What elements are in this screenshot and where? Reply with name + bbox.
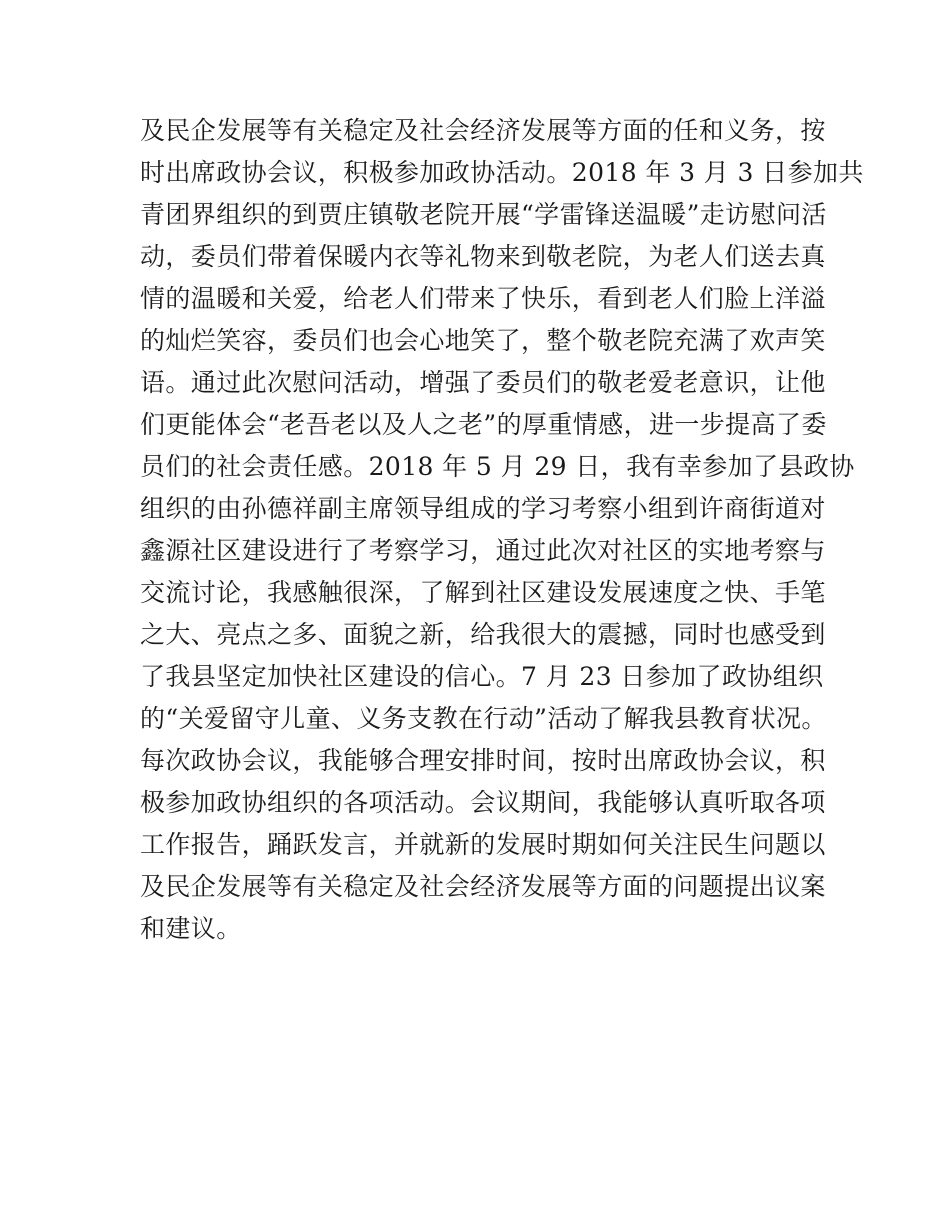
text-line: 们更能体会“老吾老以及人之老”的厚重情感，进一步提高了委 (140, 410, 827, 439)
text-line: 组织的由孙德祥副主席领导组成的学习考察小组到许商街道对 (140, 494, 826, 523)
text-line: 了我县坚定加快社区建设的信心。7 月 23 日参加了政协组织 (140, 662, 824, 691)
text-line: 鑫源社区建设进行了考察学习，通过此次对社区的实地考察与 (140, 536, 826, 565)
text-line: 工作报告，踊跃发言，并就新的发展时期如何关注民生问题以 (140, 830, 826, 859)
text-line: 的灿烂笑容，委员们也会心地笑了，整个敬老院充满了欢声笑 (140, 326, 826, 355)
text-line: 之大、亮点之多、面貌之新，给我很大的震撼，同时也感受到 (140, 620, 826, 649)
text-line: 每次政协会议，我能够合理安排时间，按时出席政协会议，积 (140, 746, 826, 775)
body-text (140, 110, 864, 950)
text-line: 时出席政协会议，积极参加政协活动。2018 年 3 月 3 日参加共 (140, 158, 864, 187)
text-line: 情的温暖和关爱，给老人们带来了快乐，看到老人们脸上洋溢 (140, 284, 826, 313)
text-line: 青团界组织的到贾庄镇敬老院开展“学雷锋送温暖”走访慰问活 (140, 200, 827, 229)
text-line: 交流讨论，我感触很深，了解到社区建设发展速度之快、手笔 (140, 578, 826, 607)
text-line: 员们的社会责任感。2018 年 5 月 29 日，我有幸参加了县政协 (140, 452, 855, 481)
text-line: 和建议。 (140, 914, 242, 943)
text-line: 及民企发展等有关稳定及社会经济发展等方面的问题提出议案 (140, 872, 826, 901)
text-line: 语。通过此次慰问活动，增强了委员们的敬老爱老意识，让他 (140, 368, 826, 397)
text-line: 动，委员们带着保暖内衣等礼物来到敬老院，为老人们送去真 (140, 242, 826, 271)
text-line: 极参加政协组织的各项活动。会议期间，我能够认真听取各项 (140, 788, 826, 817)
text-line: 的“关爱留守儿童、义务支教在行动”活动了解我县教育状况。 (140, 704, 827, 733)
text-line: 及民企发展等有关稳定及社会经济发展等方面的任和义务，按 (140, 116, 826, 145)
